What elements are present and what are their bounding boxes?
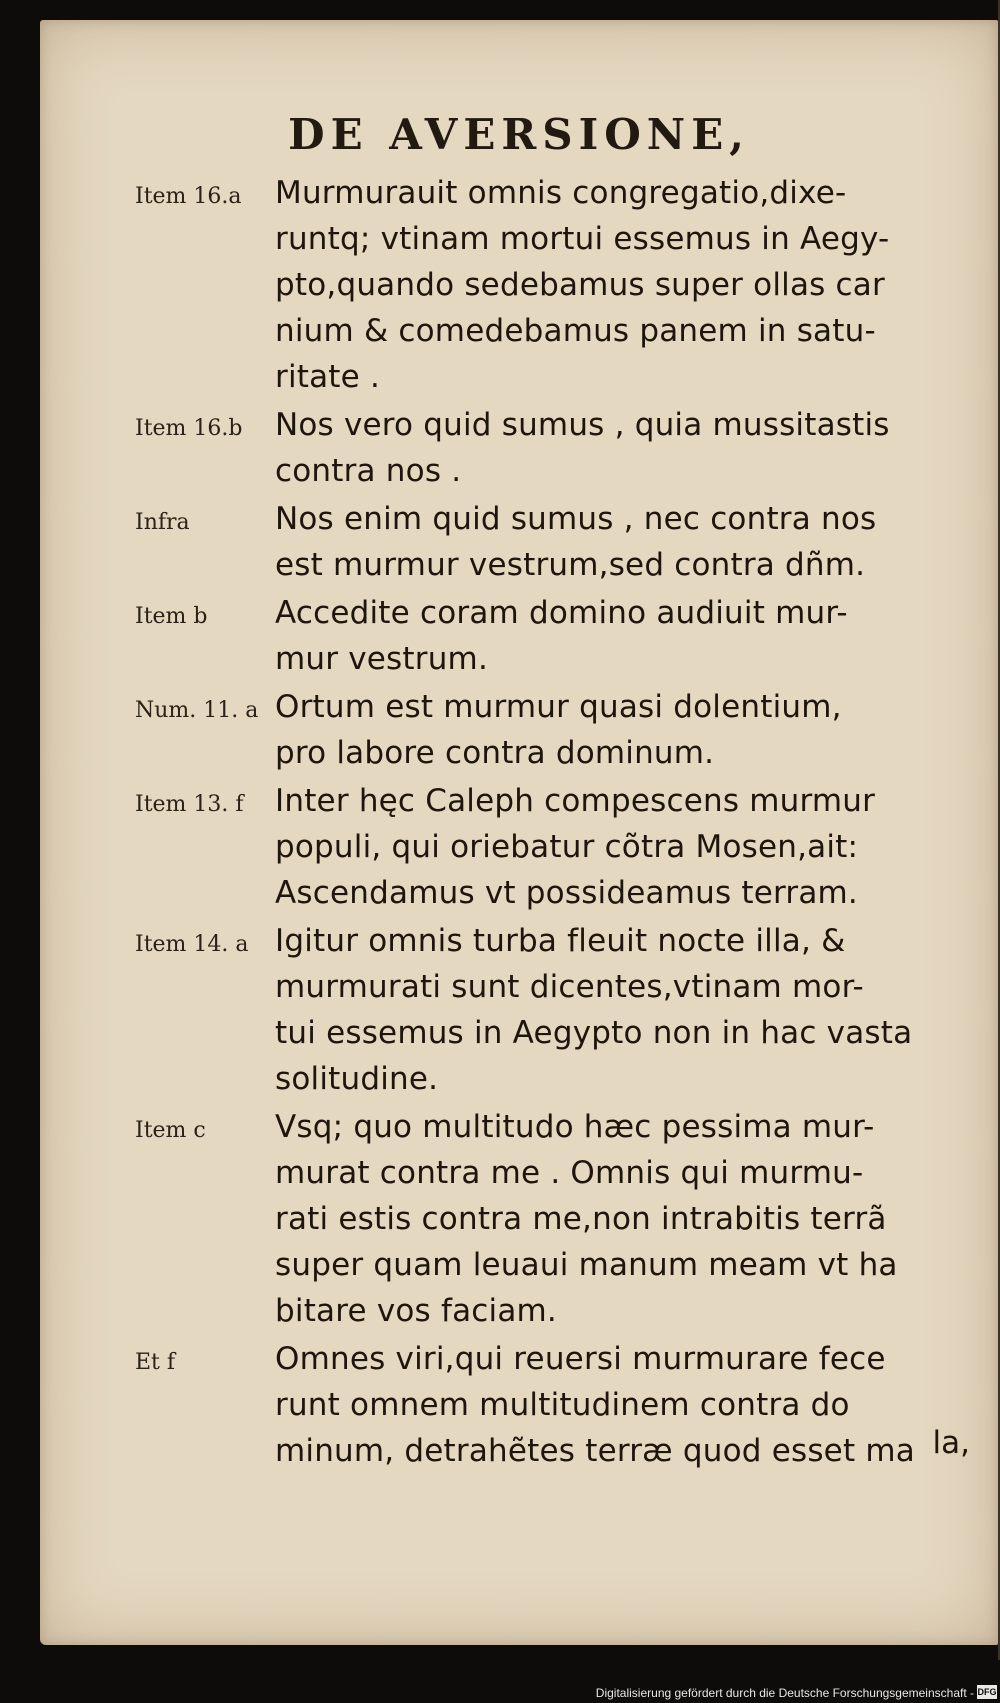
verse-line: Nos vero quid sumus , quia mussitastis (275, 407, 890, 443)
verse-line: Murmurauit omnis congregatio,dixe- (275, 175, 847, 211)
verse-text (275, 778, 995, 916)
verse-line: Ortum est murmur quasi dolentium, (275, 689, 842, 725)
verse-text (275, 496, 995, 588)
margin-reference: Item 14. a (135, 932, 249, 957)
catchword: la, (932, 1425, 970, 1461)
verse-entry (135, 496, 995, 588)
margin-reference: Item 13. f (135, 792, 244, 817)
verse-line: Nos enim quid sumus , nec contra nos (275, 501, 877, 537)
verse-entry (135, 778, 995, 916)
footer-credit: Digitalisierung gefördert durch die Deutsche Forschungsgemeinschaft - (595, 1686, 974, 1700)
verse-entry (135, 918, 995, 1102)
verse-entry (135, 170, 995, 400)
margin-reference: Item c (135, 1118, 206, 1143)
margin-reference: Num. 11. a (135, 698, 259, 723)
page-title: DE AVERSIONE, (288, 110, 750, 159)
verse-line: nium & comedebamus panem in satu- (275, 313, 876, 349)
verse-line: Accedite coram domino audiuit mur- (275, 595, 848, 631)
verse-line: Vsq; quo multitudo hæc pessima mur- (275, 1109, 875, 1145)
verse-line: est murmur vestrum,sed contra dñm. (275, 547, 866, 583)
verse-line: bitare vos faciam. (275, 1293, 557, 1329)
verse-line: Ascendamus vt possideamus terram. (275, 875, 858, 911)
verse-line: pro labore contra dominum. (275, 735, 715, 771)
verse-text (275, 590, 995, 682)
margin-reference: Item b (135, 604, 208, 629)
verse-entry (135, 684, 995, 776)
verse-line: Omnes viri,qui reuersi murmurare fece (275, 1341, 886, 1377)
verse-line: murat contra me . Omnis qui murmu- (275, 1155, 864, 1191)
verse-line: Igitur omnis turba fleuit nocte illa, & (275, 923, 846, 959)
verse-line: ritate . (275, 359, 381, 395)
verse-text (275, 918, 995, 1102)
verse-line: murmurati sunt dicentes,vtinam mor- (275, 969, 864, 1005)
verse-line: pto,quando sedebamus super ollas car (275, 267, 885, 303)
verse-text (275, 684, 995, 776)
verse-entry (135, 1104, 995, 1334)
verse-line: populi, qui oriebatur cõtra Mosen,ait: (275, 829, 859, 865)
verse-line: contra nos . (275, 453, 462, 489)
margin-reference: Et f (135, 1350, 176, 1375)
book-page (40, 20, 998, 1645)
dfg-logo-icon: DFG (977, 1687, 997, 1697)
verse-line: minum, detrahẽtes terræ quod esset ma (275, 1433, 915, 1469)
margin-reference: Item 16.a (135, 184, 242, 209)
verse-line: mur vestrum. (275, 641, 489, 677)
verse-line: Inter hęc Caleph compescens murmur (275, 783, 876, 819)
margin-reference: Item 16.b (135, 416, 243, 441)
verse-line: tui essemus in Aegypto non in hac vasta (275, 1015, 913, 1051)
margin-reference: Infra (135, 510, 190, 535)
verse-text (275, 1104, 995, 1334)
verse-line: super quam leuaui manum meam vt ha (275, 1247, 898, 1283)
verse-line: runtq; vtinam mortui essemus in Aegy- (275, 221, 890, 257)
verse-list (135, 170, 995, 1476)
verse-text (275, 170, 995, 400)
verse-line: solitudine. (275, 1061, 439, 1097)
verse-line: rati estis contra me,non intrabitis terrã (275, 1201, 887, 1237)
verse-text (275, 402, 995, 494)
verse-entry (135, 402, 995, 494)
verse-entry (135, 590, 995, 682)
verse-line: runt omnem multitudinem contra do (275, 1387, 850, 1423)
